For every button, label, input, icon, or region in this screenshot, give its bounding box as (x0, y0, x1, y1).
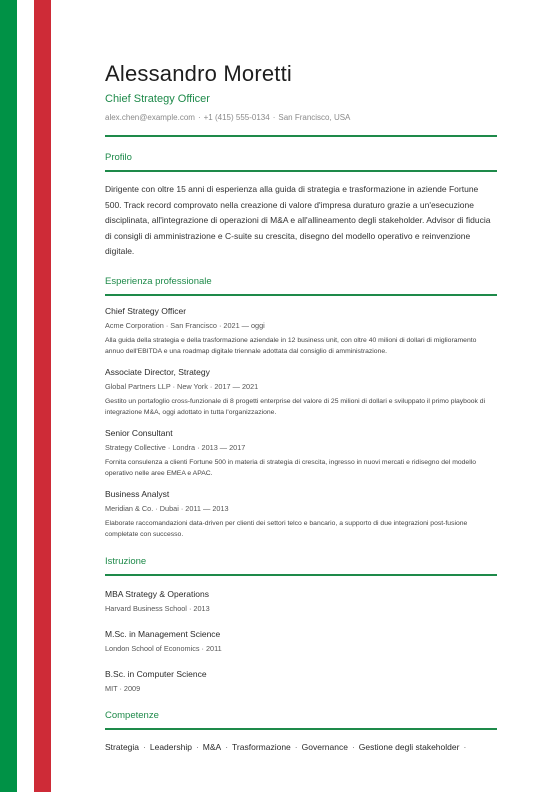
section-divider (105, 170, 497, 172)
education-school: London School of Economics · 2011 (105, 643, 222, 653)
contact-line (105, 112, 497, 124)
education-item (105, 628, 497, 654)
skill-item: Gestione degli stakeholder (358, 741, 460, 752)
experience-role: Business Analyst (105, 488, 170, 499)
experience-meta: Acme Corporation · San Francisco · 2021 — oggi (105, 320, 265, 330)
profile-section (105, 152, 497, 260)
section-divider (105, 574, 497, 576)
contact-location: San Francisco, USA (278, 113, 351, 122)
contact-phone[interactable]: +1 (415) 555-0134 (203, 113, 270, 122)
skill-item: Leadership (149, 741, 192, 752)
contact-email[interactable]: alex.chen@example.com (105, 113, 195, 122)
experience-role: Senior Consultant (105, 427, 173, 438)
header-divider (105, 135, 497, 137)
skill-item: Governance (301, 741, 348, 752)
skill-item: Strategia (105, 741, 140, 752)
skill-separator: · (143, 741, 146, 752)
resume-content (105, 60, 497, 753)
experience-meta: Meridian & Co. · Dubai · 2011 — 2013 (105, 503, 229, 513)
experience-item (105, 488, 497, 540)
skill-item: Trasformazione (232, 741, 291, 752)
section-divider (105, 294, 497, 296)
education-item (105, 588, 497, 614)
experience-section (105, 276, 497, 540)
experience-description: Alla guida della strategia e della trasformazione aziendale in 12 business unit, con oltre 40 milioni di dollari di miglioramento annuo dell'EBITDA e una roadmap digitale triennale adottata dal consiglio di amministrazione. (105, 336, 477, 355)
resume-header (105, 60, 497, 124)
skill-separator: · (294, 741, 298, 752)
skill-separator: · (225, 741, 229, 752)
flag-stripe-red (34, 0, 51, 792)
experience-description: Gestito un portafoglio cross-funzionale di 8 progetti enterprise del valore di 25 milioni di dollari e sviluppato il primo playbook di integrazione M&A, oggi adottato in tutta l'organizzazione. (105, 397, 486, 416)
contact-separator: · (272, 113, 276, 122)
flag-stripe-green (0, 0, 17, 792)
experience-item (105, 427, 497, 479)
skills-section (105, 710, 497, 753)
experience-meta: Strategy Collective · Londra · 2013 — 2017 (105, 442, 246, 452)
section-heading: Esperienza professionale (105, 275, 212, 287)
education-item (105, 668, 497, 694)
skills-list (105, 741, 497, 753)
education-degree: M.Sc. in Management Science (105, 628, 221, 639)
education-school: Harvard Business School · 2013 (105, 603, 210, 613)
experience-meta: Global Partners LLP · New York · 2017 — 2021 (105, 381, 259, 391)
education-degree: B.Sc. in Computer Science (105, 668, 207, 679)
education-section (105, 556, 497, 694)
section-heading: Istruzione (105, 555, 147, 567)
candidate-name: Alessandro Moretti (105, 61, 293, 86)
experience-description: Fornita consulenza a clienti Fortune 500 in materia di strategia di crescita, ingresso in nuovi mercati e ridisegno del modello operativo nelle aree EMEA e APAC. (105, 458, 476, 477)
education-school: MIT · 2009 (105, 683, 141, 693)
contact-separator: · (197, 113, 201, 122)
education-degree: MBA Strategy & Operations (105, 588, 209, 599)
experience-role: Chief Strategy Officer (105, 305, 187, 316)
experience-description: Elaborate raccomandazioni data-driven per clienti dei settori telco e bancario, a supporto di due integrazioni post-fusione completate con successo. (105, 519, 468, 538)
candidate-title: Chief Strategy Officer (105, 93, 210, 105)
skill-item: M&A (202, 741, 222, 752)
skill-separator: · (351, 741, 355, 752)
section-heading: Competenze (105, 709, 159, 721)
skill-separator: · (463, 741, 467, 752)
flag-stripe-white (17, 0, 34, 792)
experience-item (105, 366, 497, 418)
experience-item (105, 305, 497, 357)
section-heading: Profilo (105, 152, 132, 163)
skill-separator: · (195, 741, 199, 752)
section-divider (105, 728, 497, 730)
profile-summary: Dirigente con oltre 15 anni di esperienza alla guida di strategia e trasformazione in aziende Fortune 500. Track record comprovato nella creazione di valore d'impresa duraturo grazie a un'esecuzione disciplinata, all'integrazione di operazioni di M&A e all'allineamento degli stakeholder. Advisor di fiducia di consigli di amministrazione e C-suite su crescita, disegno del modello operativo e reinvenzione digitale. (105, 184, 491, 257)
experience-role: Associate Director, Strategy (105, 366, 210, 377)
